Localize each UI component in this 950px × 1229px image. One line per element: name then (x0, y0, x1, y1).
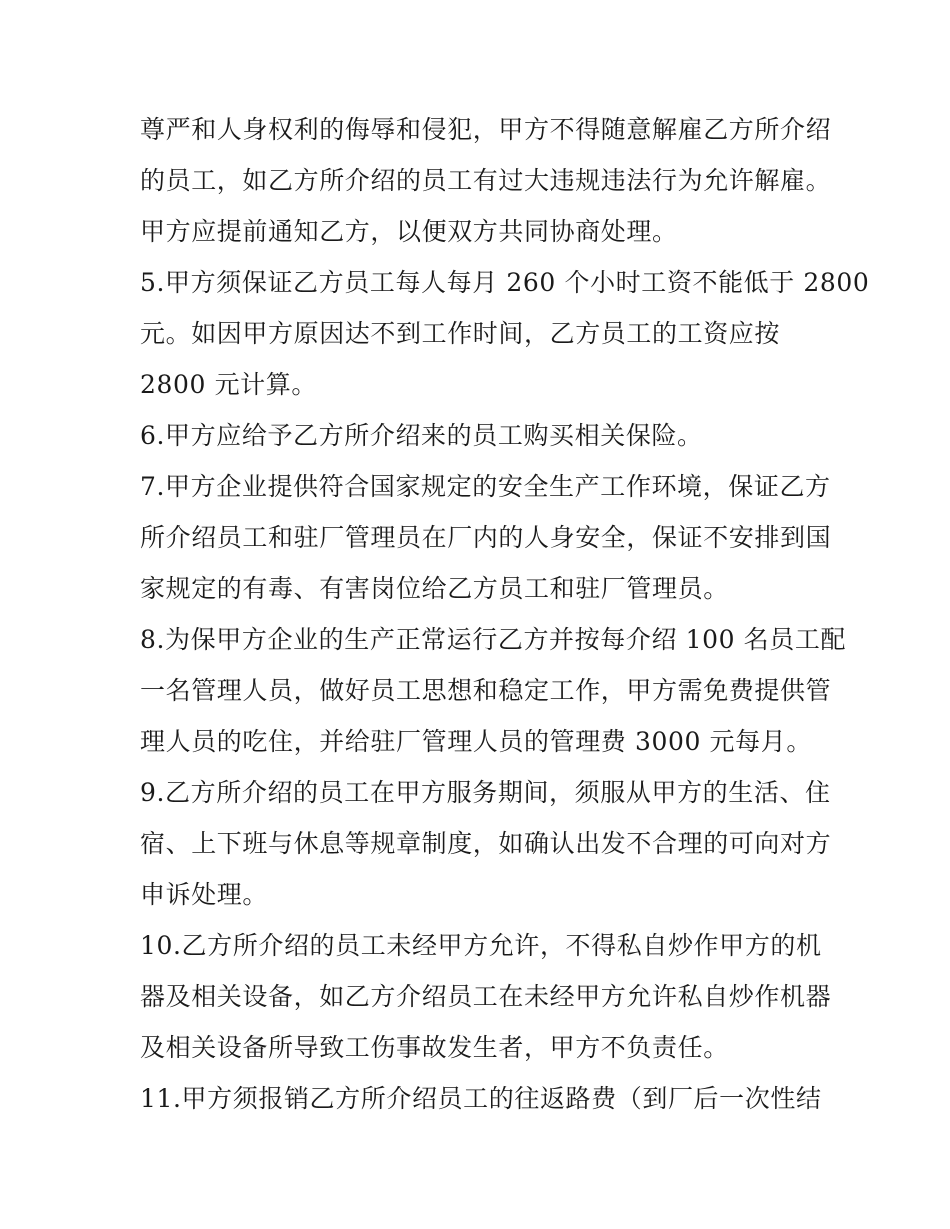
text-line: 宿、上下班与休息等规章制度，如确认出发不合理的可向对方 (140, 829, 832, 858)
contract-body (140, 104, 870, 1124)
text-line: 家规定的有毒、有害岗位给乙方员工和驻厂管理员。 (140, 574, 729, 603)
text-line: 及相关设备所导致工伤事故发生者，甲方不负责任。 (140, 1033, 729, 1062)
text-line: 所介绍员工和驻厂管理员在厂内的人身安全，保证不安排到国 (140, 523, 832, 552)
clause-11-line: 11.甲方须报销乙方所介绍员工的往返路费（到厂后一次性结 (140, 1084, 822, 1113)
clause-7-line: 7.甲方企业提供符合国家规定的安全生产工作环境，保证乙方 (140, 472, 831, 501)
text-line: 甲方应提前通知乙方，以便双方共同协商处理。 (140, 217, 678, 246)
clause-8-line: 8.为保甲方企业的生产正常运行乙方并按每介绍 100 名员工配 (140, 625, 847, 654)
text-line: 一名管理人员，做好员工思想和稳定工作，甲方需免费提供管 (140, 676, 832, 705)
text-line: 器及相关设备，如乙方介绍员工在未经甲方允许私自炒作机器 (140, 982, 832, 1011)
text-line: 2800 元计算。 (140, 370, 317, 399)
clause-9-line: 9.乙方所介绍的员工在甲方服务期间，须服从甲方的生活、住 (140, 778, 831, 807)
text-line: 元。如因甲方原因达不到工作时间，乙方员工的工资应按 (140, 319, 781, 348)
text-line: 的员工，如乙方所介绍的员工有过大违规违法行为允许解雇。 (140, 166, 832, 195)
text-line: 尊严和人身权利的侮辱和侵犯，甲方不得随意解雇乙方所介绍 (140, 115, 832, 144)
clause-6-line: 6.甲方应给予乙方所介绍来的员工购买相关保险。 (140, 421, 703, 450)
text-line: 理人员的吃住，并给驻厂管理人员的管理费 3000 元每月。 (140, 727, 812, 756)
clause-5-line: 5.甲方须保证乙方员工每人每月 260 个小时工资不能低于 2800 (140, 268, 870, 297)
clause-10-line: 10.乙方所介绍的员工未经甲方允许，不得私自炒作甲方的机 (140, 931, 822, 960)
text-line: 申诉处理。 (140, 880, 269, 909)
